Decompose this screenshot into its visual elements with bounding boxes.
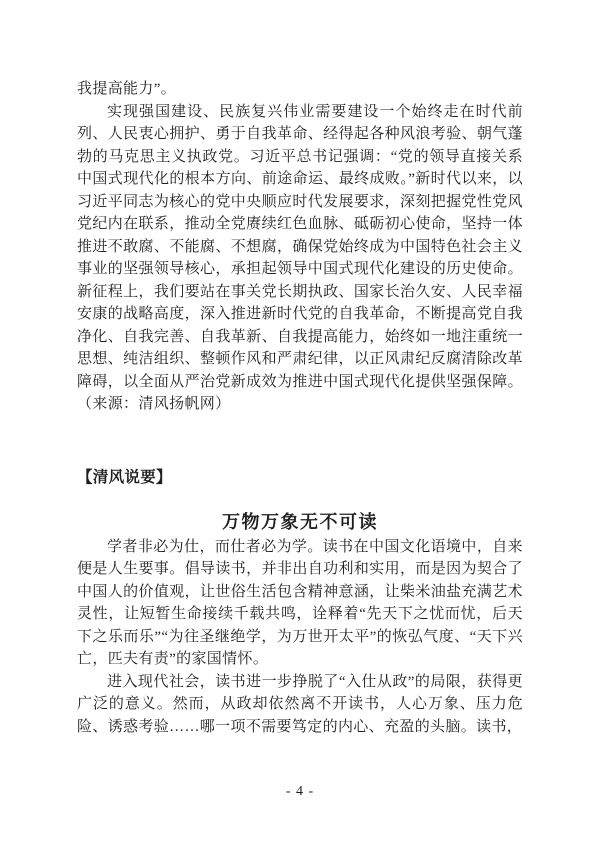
paragraph-party-building: 实现强国建设、民族复兴伟业需要建设一个始终走在时代前列、人民衷心拥护、勇于自我革命、经得起各种风浪考验、朝气蓬勃的马克思主义执政党。习近平总书记强调：“党的领导直接关系中国式现代化的根本方向、前途命运、最终成败。”新时代以来，以习近平同志为核心的党中央顺应时代发展要求，深刻把握党性党风党纪内在联系，推动全党赓续红色血脉、砥砺初心使命，坚持一体推进不敢腐、不能腐、不想腐，确保党始终成为中国特色社会主义事业的坚强领导核心，承担起领导中国式现代化建设的历史使命。新征程上，我们要站在事关党长期执政、国家长治久安、人民幸福安康的战略高度，深入推进新时代党的自我革命，不断提高党自我净化、自我完善、自我革新、自我提高能力，始终如一地注重统一思想、纯洁组织、整顿作风和严肃纪律，以正风肃纪反腐清除改革障碍，以全面从严治党新成效为推进中国式现代化提供坚强保障。（来源：清风扬帆网） [77, 103, 523, 412]
article-title: 万物万象无不可读 [222, 511, 378, 532]
paragraph-continuation: 我提高能力”。 [77, 81, 177, 97]
paragraph-modern-society: 进入现代社会，读书进一步挣脱了“入仕从政”的局限，获得更广泛的意义。然而，从政却依然离不开读书，人心万象、压力危险、诱惑考验……哪一项不需要笃定的内心、充盈的头脑。读书， [77, 673, 523, 735]
paragraph-reading-tradition: 学者非必为仕，而仕者必为学。读书在中国文化语境中，自来便是人生要事。倡导读书，并非出自功利和实用，而是因为契合了中国人的价值观，让世俗生活包含精神意涵，让柴米油盐充满艺术灵性，让短暂生命接续千载共鸣，诠释着“先天下之忧而忧，后天下之乐而乐”“为往圣继绝学，为万世开太平”的恢弘气度、“天下兴亡，匹夫有责”的家国情怀。 [77, 538, 523, 667]
section-header-qingfeng-shuoyao: 【清风说要】 [77, 468, 172, 486]
page-number: - 4 - [285, 784, 315, 799]
